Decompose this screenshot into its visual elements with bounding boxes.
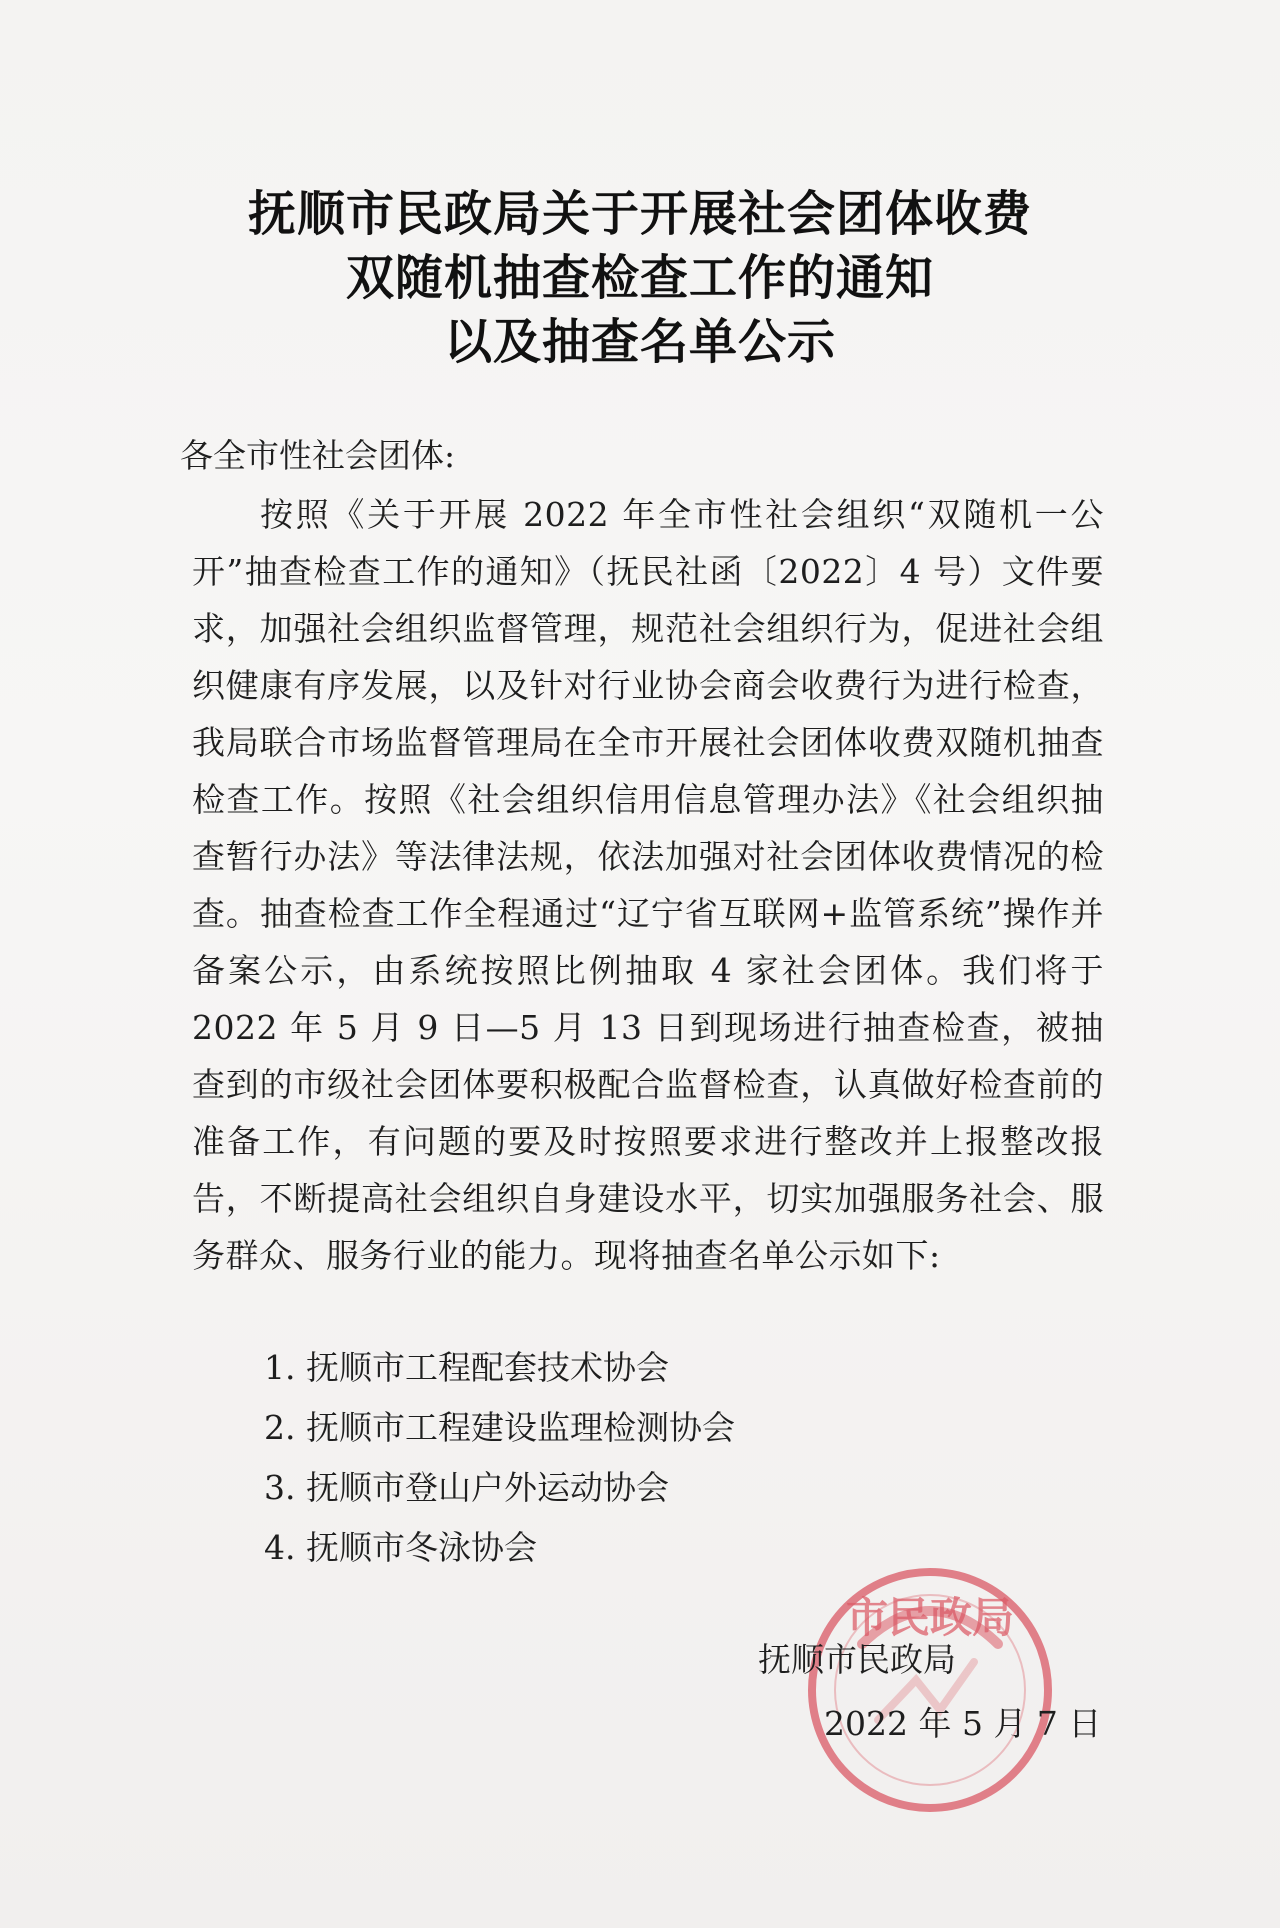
document-date: 2022 年 5 月 7 日	[824, 1704, 1102, 1743]
list-item: 4. 抚顺市冬泳协会	[264, 1528, 537, 1567]
body-paragraph: 按照《关于开展 2022 年全市性社会组织“双随机一公开”抽查检查工作的通知》（抚民社函〔2022〕4 号）文件要求，加强社会组织监督管理，规范社会组织行为，促进社会组织健康有序发展，以及针对行业协会商会收费行为进行检查，我局联合市场监督管理局在全市开展社会团体收费双随机抽查检查工作。按照《社会组织信用信息管理办法》《社会组织抽查暂行办法》等法律法规，依法加强对社会团体收费情况的检查。抽查检查工作全程通过“辽宁省互联网+监管系统”操作并备案公示，由系统按照比例抽取 4 家社会团体。我们将于 2022 年 5 月 9 日—5 月 13 日到现场进行抽查检查，被抽查到的市级社会团体要积极配合监督检查，认真做好检查前的准备工作，有问题的要及时按照要求进行整改并上报整改报告，不断提高社会组织自身建设水平，切实加强服务社会、服务群众、服务行业的能力。现将抽查名单公示如下:	[192, 495, 1104, 1275]
notice-body	[192, 486, 1104, 1284]
inspection-list	[264, 1338, 1024, 1578]
seal-text: 市民政局	[845, 1593, 1015, 1642]
list-item: 3. 抚顺市登山户外运动协会	[264, 1468, 669, 1507]
list-item: 2. 抚顺市工程建设监理检测协会	[264, 1408, 735, 1447]
title-line-1: 抚顺市民政局关于开展社会团体收费	[247, 186, 1032, 242]
greeting: 各全市性社会团体:	[180, 436, 456, 475]
document-title	[0, 182, 1280, 374]
official-seal	[780, 1540, 1080, 1840]
title-line-2: 双随机抽查检查工作的通知	[345, 250, 934, 306]
signature: 抚顺市民政局	[758, 1640, 956, 1679]
list-item: 1. 抚顺市工程配套技术协会	[264, 1348, 669, 1387]
title-line-3: 以及抽查名单公示	[443, 314, 836, 370]
